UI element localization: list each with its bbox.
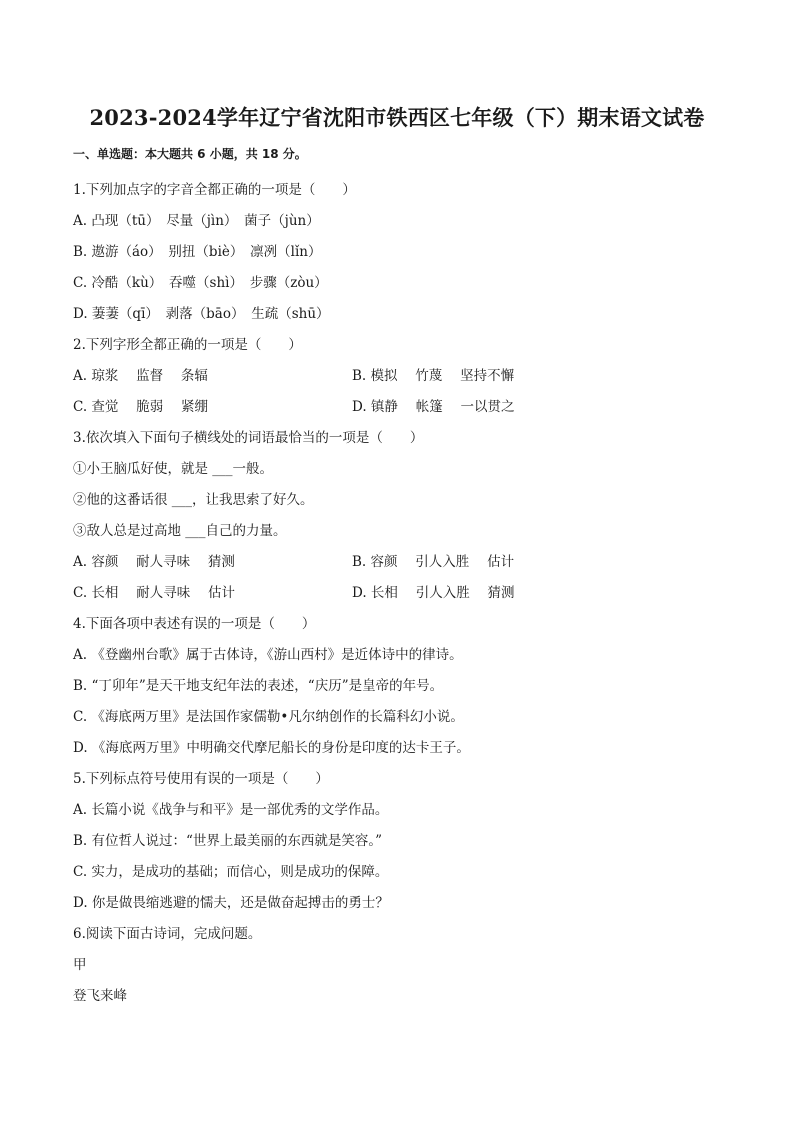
exam-content xyxy=(73,144,733,1012)
question-2-option-d: D. 镇静 帐篷 一以贯之 xyxy=(352,399,515,415)
question-3-option-d: D. 长相 引人入胜 猜测 xyxy=(352,585,515,601)
exam-title: 2023-2024学年辽宁省沈阳市铁西区七年级（下）期末语文试卷 xyxy=(89,105,705,130)
question-2-options-row-2 xyxy=(73,392,733,423)
question-4-option-a: A. 《登幽州台歌》属于古体诗，《游山西村》是近体诗中的律诗。 xyxy=(73,647,463,663)
question-4-option-b: B. “丁卯年”是天干地支纪年法的表述，“庆历”是皇帝的年号。 xyxy=(73,678,444,694)
question-2-option-a: A. 琼浆 监督 条辐 xyxy=(73,368,208,384)
question-3-option-b: B. 容颜 引人入胜 估计 xyxy=(352,554,515,570)
question-6-stem: 6.阅读下面古诗词，完成问题。 xyxy=(73,926,262,942)
question-1-option-a: A. 凸现（tū） 尽量（jìn） 菌子（jùn） xyxy=(73,213,320,229)
question-4-option-c: C. 《海底两万里》是法国作家儒勒•凡尔纳创作的长篇科幻小说。 xyxy=(73,709,464,725)
question-3-sentence-1: ①小王脑瓜好使，就是 ___一般。 xyxy=(73,461,274,477)
question-2-options-row-1 xyxy=(73,361,733,392)
question-4-stem: 4.下面各项中表述有误的一项是（ ） xyxy=(73,616,316,632)
question-5-option-c: C. 实力，是成功的基础；而信心，则是成功的保障。 xyxy=(73,864,389,880)
question-1-stem: 1.下列加点字的字音全都正确的一项是（ ） xyxy=(73,182,356,198)
poem-label: 甲 xyxy=(73,957,87,973)
question-1-option-d: D. 萋萋（qī） 剥落（bāo） 生疏（shū） xyxy=(73,306,330,322)
question-1-option-b: B. 遨游（áo） 别扭（biè） 凛冽（lǐn） xyxy=(73,244,322,260)
question-5-option-a: A. 长篇小说《战争与和平》是一部优秀的文学作品。 xyxy=(73,802,389,818)
poem-title: 登飞来峰 xyxy=(73,988,127,1004)
question-5-option-b: B. 有位哲人说过：“世界上最美丽的东西就是笑容。” xyxy=(73,833,383,849)
question-5-stem: 5.下列标点符号使用有误的一项是（ ） xyxy=(73,771,329,787)
question-3-option-a: A. 容颜 耐人寻味 猜测 xyxy=(73,554,235,570)
question-4-option-d: D. 《海底两万里》中明确交代摩尼船长的身份是印度的达卡王子。 xyxy=(73,740,470,756)
question-3-options-row-2 xyxy=(73,578,733,609)
question-2-option-c: C. 查觉 脆弱 紧绷 xyxy=(73,399,209,415)
question-2-option-b: B. 模拟 竹蔑 坚持不懈 xyxy=(352,368,515,384)
question-3-sentence-3: ③敌人总是过高地 ___自己的力量。 xyxy=(73,523,287,539)
question-3-stem: 3.依次填入下面句子横线处的词语最恰当的一项是（ ） xyxy=(73,430,424,446)
question-5-option-d: D. 你是做畏缩逃避的懦夫，还是做奋起搏击的勇士？ xyxy=(73,895,389,911)
question-3-option-c: C. 长相 耐人寻味 估计 xyxy=(73,585,236,601)
question-1-option-c: C. 冷酷（kù） 吞噬（shì） 步骤（zòu） xyxy=(73,275,328,291)
question-3-options-row-1 xyxy=(73,547,733,578)
question-3-sentence-2: ②他的这番话很 ___，让我思索了好久。 xyxy=(73,492,314,508)
section-heading: 一、单选题：本大题共 6 小题，共 18 分。 xyxy=(73,147,307,161)
question-2-stem: 2.下列字形全都正确的一项是（ ） xyxy=(73,337,302,353)
